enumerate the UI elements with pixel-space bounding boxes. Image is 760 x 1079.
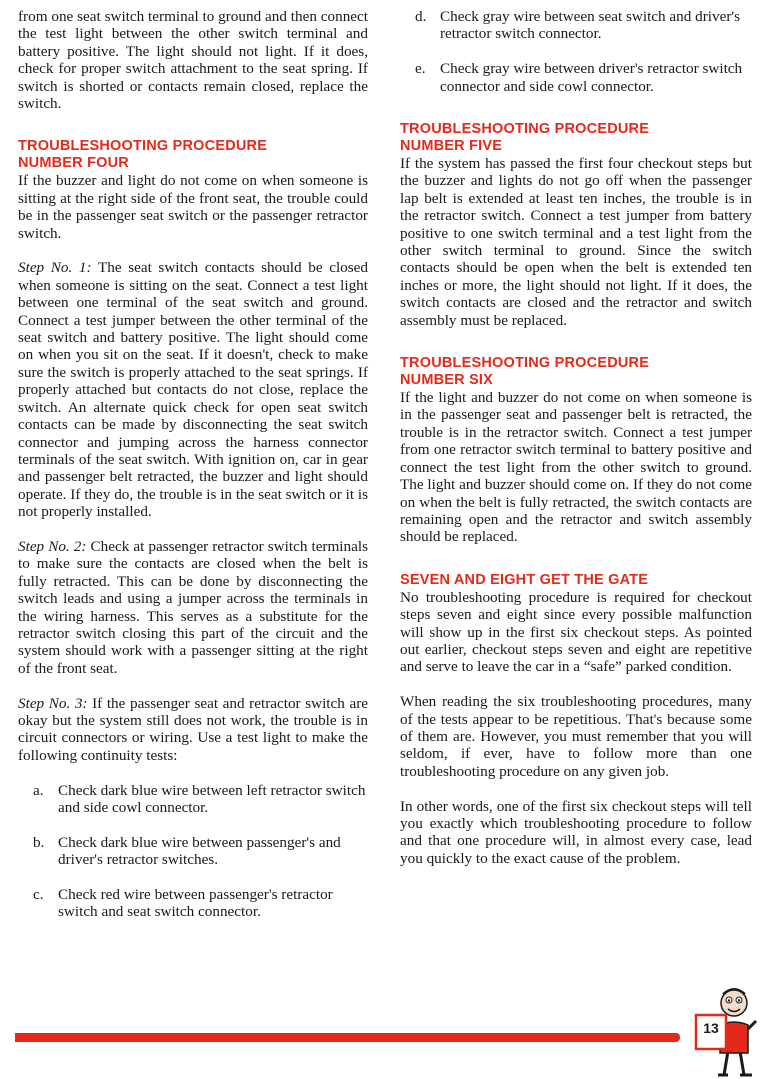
intro-paragraph: from one seat switch terminal to ground and then connect the test light between the other switch terminal and battery positive. The light should not light. If it does, check for proper switch attachment to the seat spring. If switch is shorted or contacts remain closed, replace the switch. [18,8,368,113]
heading-seven-eight: SEVEN AND EIGHT GET THE GATE [400,571,649,588]
list-item [400,60,752,95]
step-2-paragraph [18,538,368,677]
seven-eight-paragraph: No troubleshooting procedure is required for checkout steps seven and eight since every possible malfunction will show up in the first six checkout steps. As pointed out earlier, checkout steps seven and eight are repetitive and serve to leave the car in a “safe” parked condition. [400,588,752,676]
list-item [18,834,368,869]
procedure-six-paragraph: If the light and buzzer do not come on when someone is in the passenger seat and passenger belt is retracted, the trouble is in the retractor switch. Connect a test jumper from one retractor switch terminal to battery positive and connect the test light from the other switch to ground. The light and buzzer should come on. If they do not come on when the belt is fully retracted, the switch contacts are remaining open and the retractor and switch assembly should be replaced. [400,389,752,546]
footer-red-rule [15,1033,680,1042]
heading-line: TROUBLESHOOTING PROCEDURE [400,355,650,372]
repetition-paragraph: When reading the six troubleshooting procedures, many of the tests appear to be repetitious. That's because some of them are. However, you must remember that you will seldom, if ever, have to follow more than one troubleshooting procedure on any given job. [400,693,752,780]
list-item-text: Check dark blue wire between passenger's and driver's retractor switches. [58,833,341,869]
page-number: 13 [703,1020,719,1036]
heading-procedure-five [400,121,752,155]
step-1-text: The seat switch contacts should be closed when someone is sitting on the seat. Connect a test light between one terminal of the seat switch and ground. Connect a test jumper between the other terminal of the seat switch and battery positive. The light should come on when you sit on the seat. If it doesn't, check to make sure the switch is properly attached to the seat springs. If properly attached but contacts do not close, replace the switch. An alternate quick check for open seat switch contacts can be made by disconnecting the seat switch connector and jumping across the harness connector terminals of the seat switch. With ignition on, car in gear and passenger belt retracted, the buzzer and light should operate. If they do, the trouble is in the seat switch or it is not properly installed. [18,259,369,521]
closing-paragraph: In other words, one of the first six checkout steps will tell you exactly which troubleshooting procedure to follow and that one procedure will, in almost every case, lead you quickly to the exact cause of the problem. [400,797,752,867]
step-2-text: Check at passenger retractor switch terminals to make sure the contacts are closed when the belt is fully retracted. This can be done by disconnecting the switch leads and using a jumper across the terminals in the wiring harness. This serves as a substitute for the retractor switch closing this part of the circuit and the system should work with a passenger sitting at the right of the front seat. [18,537,368,677]
heading-line: TROUBLESHOOTING PROCEDURE [18,138,268,155]
list-marker: d. [415,8,427,25]
list-item-text: Check dark blue wire between left retractor switch and side cowl connector. [58,781,366,816]
list-item [18,886,368,921]
heading-line: NUMBER SIX [400,372,494,389]
step-3-text: If the passenger seat and retractor switch are okay but the system still does not work, the trouble is in circuit connectors or wiring. Use a test light to make the following continuity tests: [18,694,368,764]
list-marker: b. [33,833,45,851]
step-1-label: Step No. 1: [18,259,92,277]
step-3-label: Step No. 3: [18,694,88,712]
step-3-paragraph [18,695,368,765]
heading-line: NUMBER FIVE [400,138,503,155]
procedure-five-paragraph: If the system has passed the first four checkout steps but the buzzer and lights do not go off when the passenger lap belt is extended at least ten inches, the trouble is in the retractor switch. Connect a test jumper from battery positive to one switch terminal and a test light from the other switch terminal to ground. Since the switch contacts should be open when the belt is extended ten inches or more, the light should not light. If it does, the switch contacts are closed and the retractor and switch assembly must be replaced. [400,155,752,329]
procedure-four-paragraph: If the buzzer and light do not come on when someone is sitting at the right side of the front seat, the trouble could be in the passenger seat switch or the passenger retractor switch. [18,172,368,242]
list-marker: e. [415,60,426,78]
list-item [18,782,368,817]
left-column [18,8,368,921]
step-1-paragraph [18,259,368,520]
list-item-text: Check red wire between passenger's retractor switch and seat switch connector. [58,886,333,921]
heading-procedure-six [400,355,752,389]
heading-procedure-four [18,138,368,172]
right-column [400,8,752,867]
step-2-label: Step No. 2: [18,537,87,555]
heading-line: TROUBLESHOOTING PROCEDURE [400,121,650,138]
list-marker: a. [33,781,44,799]
heading-line: NUMBER FOUR [18,155,129,172]
list-item [400,8,752,43]
list-item-text: Check gray wire between seat switch and driver's retractor switch connector. [440,8,741,43]
list-marker: c. [33,886,44,903]
list-item-text: Check gray wire between driver's retractor switch connector and side cowl connector. [440,60,743,95]
